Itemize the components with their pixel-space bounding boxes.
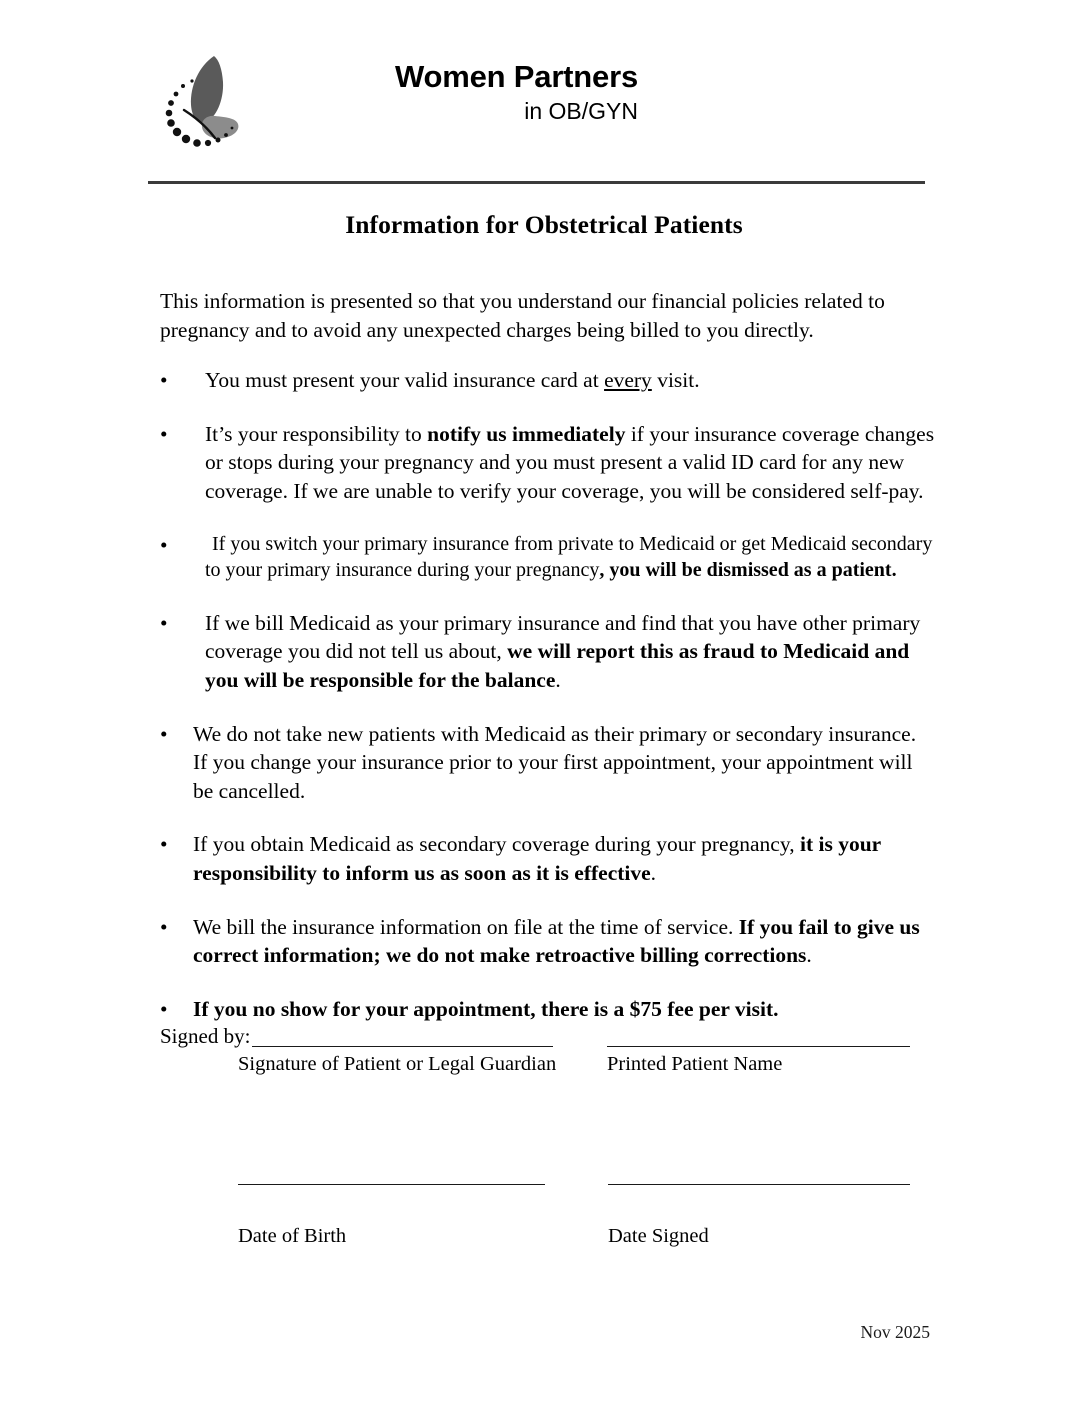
emphasis-bold: If you fail to give us correct information; we do not make retroactive billing corrections [193,914,920,968]
bullet-icon: • [160,610,168,635]
emphasis-bold: it is your responsibility to inform us as soon as it is effective [193,832,881,885]
bullet-text: We do not take new patients with Medicaid as their primary or secondary insurance. If you change your insurance prior to your first appointment, your appointment will be cancelled. [193,721,917,803]
date-signed-input-line[interactable] [608,1184,910,1185]
page-title: Information for Obstetrical Patients [345,210,743,239]
letterhead [148,42,928,172]
document-body [160,287,935,1023]
dob-caption: Date of Birth [238,1225,347,1247]
signature-input-line[interactable] [252,1046,553,1047]
bullet-text [193,995,935,1024]
bullet-icon: • [160,914,168,939]
emphasis-bold: If you no show for your appointment, there is a $75 fee per visit. [193,996,779,1021]
bullet-icon: • [160,832,168,857]
signature-caption: Signature of Patient or Legal Guardian [238,1053,557,1075]
signature-block [160,1024,935,1247]
list-item-no-new-medicaid-patients [160,720,935,806]
signature-row-1 [160,1024,935,1082]
emphasis-bold: notify us immediately [427,421,626,446]
dob-input-line[interactable] [238,1184,545,1185]
intro-paragraph: This information is presented so that you understand our financial policies related to pregnancy and to avoid any unexpected charges being billed to you directly. [160,289,885,342]
revision-date: Nov 2025 [860,1322,930,1342]
list-item-no-show-fee [160,995,935,1024]
bullet-icon: • [160,368,168,393]
printed-name-input-line[interactable] [607,1046,910,1047]
brand-block [248,60,638,125]
emphasis-bold: we will report this as fraud to Medicaid and you will be responsible for the balance [205,639,910,692]
signed-by-label: Signed by: [160,1024,251,1048]
bullet-icon: • [160,421,168,446]
list-item-notify-us [160,420,935,506]
bullet-text: If you obtain Medicaid as secondary coverage during your pregnancy, it is your responsibility to inform us as soon as it is effective. [193,832,881,885]
header-divider [148,181,925,184]
bullet-icon: • [160,532,168,557]
bullet-text: You must present your valid insurance card at every visit. [205,368,700,393]
bullet-text: It’s your responsibility to notify us immediately if your insurance coverage changes or stops during your pregnancy and you must present a valid ID card for any new coverage. If we are unable to verify your coverage, you will be considered self-pay. [205,421,935,503]
list-item-switch-to-medicaid [160,531,935,584]
list-item-medicaid-fraud [160,609,935,695]
list-item-insurance-card [160,366,935,395]
bullet-text: If you switch your primary insurance from private to Medicaid or get Medicaid secondary to your primary insurance during your pregnancy, you will be dismissed as a patient. [205,532,933,582]
printed-name-caption: Printed Patient Name [607,1053,783,1075]
emphasis-bold: , you will be dismissed as a patient. [599,559,897,582]
bullet-text: We bill the insurance information on file at the time of service. If you fail to give us correct information; we do not make retroactive billing corrections. [193,914,920,968]
date-signed-caption: Date Signed [608,1225,709,1247]
bullet-icon: • [160,996,168,1021]
signature-row-2 [160,1144,935,1247]
policy-bullet-list [160,366,935,1023]
bullet-icon: • [160,721,168,746]
butterfly-logo-icon [158,50,250,162]
emphasis-underline: every [604,368,652,393]
list-item-billing-on-file [160,913,935,970]
bullet-text: If we bill Medicaid as your primary insurance and find that you have other primary coverage you did not tell us about, we will report this as fraud to Medicaid and you will be responsible for the balance. [205,610,921,692]
list-item-secondary-medicaid [160,830,935,887]
brand-name: Women Partners [395,59,638,94]
brand-subtitle: in OB/GYN [524,97,638,124]
